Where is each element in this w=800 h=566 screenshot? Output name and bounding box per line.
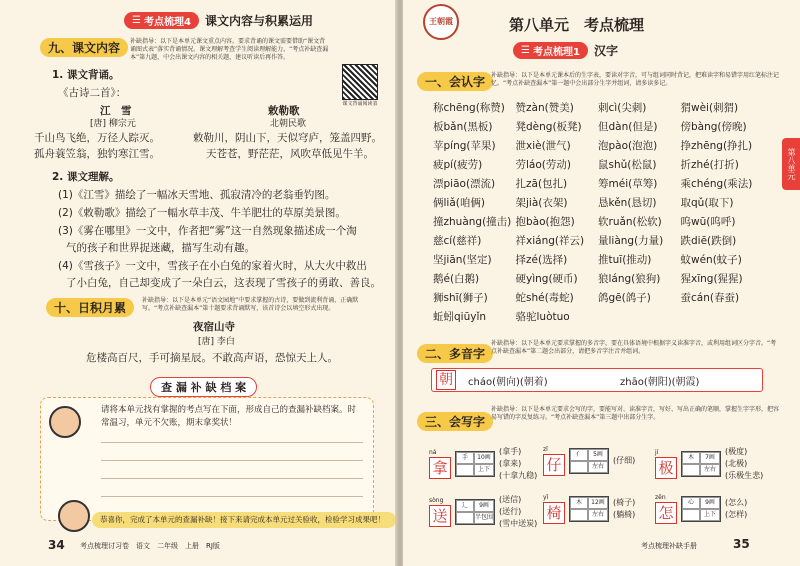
heading-understand: 2. 课文理解。 bbox=[52, 171, 120, 183]
poem3-author: [唐] 李白 bbox=[198, 337, 235, 347]
poems-intro: 《古诗二首》： bbox=[58, 87, 127, 99]
module-title: 课文内容与积累运用 bbox=[204, 14, 313, 28]
section-tag: 十、日积月累 bbox=[46, 298, 134, 317]
footer-text: 考点梳理讨习卷 语文 二年级 上册 RJ版 bbox=[80, 542, 220, 550]
polyphone-char: 朝 bbox=[436, 370, 456, 390]
list-icon: ☰ bbox=[132, 15, 141, 26]
table-row: 坚jiān(坚定) 择zé(选择) 推tuī(推动) 蚊wén(蚊子) bbox=[433, 254, 742, 266]
module-header-right bbox=[513, 42, 618, 59]
archive-instruction: 请将本单元找有掌握的考点写在下面，形成自己的查漏补缺档案。时常温习，单元不欠账，期末拿奖状！ bbox=[101, 405, 357, 428]
unit-side-tab[interactable]: 第八单元 bbox=[782, 138, 800, 190]
archive-title: 查 漏 补 缺 档 案 bbox=[150, 377, 257, 397]
understanding-item: (1)《江雪》描绘了一幅冰天雪地、孤寂清冷的老翁垂钓图。 bbox=[58, 189, 336, 201]
poem2-title: 敕勒歌 bbox=[268, 105, 300, 117]
write-char-item: yǐ 椅 木 12画 左右 (椅子) (躺椅) bbox=[543, 494, 636, 522]
understanding-item: 气的孩子和世界捉迷藏，描写生动有趣。 bbox=[66, 242, 255, 254]
table-row: 狮shī(狮子) 蛇shé(毒蛇) 鸽gē(鸽子) 蚕cán(春蚕) bbox=[433, 292, 740, 304]
section-tag: 九、课文内容 bbox=[40, 38, 128, 57]
poem2-author: 北朝民歌 bbox=[270, 119, 307, 129]
page-number: 34 bbox=[48, 538, 65, 552]
publisher-logo: 王朝霞 bbox=[423, 4, 459, 40]
section-2-header bbox=[417, 344, 493, 363]
table-row: 鹅é(白鹅) 硬yìng(硬币) 狼láng(狼狗) 猩xīng(猩猩) bbox=[433, 273, 743, 285]
polyphone-reading: cháo(朝向)(朝着) bbox=[468, 377, 548, 388]
writing-line[interactable] bbox=[101, 496, 363, 497]
module-pill: ☰ 考点梳理1 bbox=[513, 42, 588, 59]
section-tag: 三、会写字 bbox=[417, 412, 493, 431]
section-3-tip: 补缺指导：以下是本单元要求会写的字，要能写对、读准字音，写好、写出正确的笔顺，掌握生字字形，把容易写错的字反复练习。“考点补缺查漏本”第三题中出部分生字。 bbox=[491, 406, 780, 421]
polyphone-box bbox=[431, 368, 763, 392]
archive-box bbox=[40, 397, 374, 521]
table-row: 板bǎn(黑板) 凳dèng(板凳) 但dàn(但是) 傍bàng(傍晚) bbox=[433, 121, 747, 133]
section-tag: 一、会认字 bbox=[417, 72, 493, 91]
poem1-title: 江 雪 bbox=[100, 105, 132, 117]
section-9-tip: 补缺指导：以下是本单元课文重点内容。要求背诵的课文需要借助“课文背诵图式表”落实背诵情况。课文理解考查学生阅读理解能力，“考点补缺查漏本”第九题，中会出课文内容的相关题，建议听读后再作答。 bbox=[130, 38, 329, 61]
section-2-tip: 补缺指导：以下是本单元要求掌握的多音字，要在具体语境中根据字义读准字音，或利用组词区分字音。“考点补缺查漏本”第二题会出部分，请把多音字注音并组词。 bbox=[491, 340, 777, 355]
table-row: 俩liǎ(咱俩) 架jià(衣架) 恳kěn(恳切) 取qǔ(取下) bbox=[433, 197, 734, 209]
section-10-header bbox=[46, 298, 134, 317]
poem1-author: [唐] 柳宗元 bbox=[90, 119, 136, 129]
writing-line[interactable] bbox=[101, 460, 363, 461]
poem-line: 敕勒川，阴山下，天似穹庐，笼盖四野。 bbox=[193, 132, 382, 144]
heading-recite: 1. 课文背诵。 bbox=[52, 69, 120, 81]
qr-code[interactable] bbox=[342, 64, 378, 100]
understanding-item: (4)《雪孩子》一文中，雪孩子在小白兔的家着火时，从大火中救出 bbox=[58, 260, 367, 272]
poem3-line: 危楼高百尺，手可摘星辰。不敢高声语，恐惊天上人。 bbox=[86, 352, 338, 364]
footer-text: 考点梳理补缺手册 bbox=[641, 542, 697, 550]
write-char-item: zěn 怎 心 9画 上下 (怎么) (怎样) bbox=[655, 494, 748, 522]
page-number: 35 bbox=[733, 537, 750, 551]
table-row: 疲pí(疲劳) 劳láo(劳动) 鼠shǔ(松鼠) 折zhé(打折) bbox=[433, 159, 739, 171]
section-10-tip: 补缺指导：以下是本单元“语文园地”中要求掌握的古诗，要做到流利背诵、正确默写。“考点补缺查漏本”第十题要求背诵默写，该首诗会以填空形式出现。 bbox=[142, 297, 359, 312]
writing-line[interactable] bbox=[101, 478, 363, 479]
module-pill: ☰ 考点梳理4 bbox=[124, 12, 199, 29]
section-tag: 二、多音字 bbox=[417, 344, 493, 363]
section-1-tip: 补缺指导：以下是本单元课本后的生字表，要读对字音，可与组词同时背记，把难读字和易错字用红笔标注记忆。“考点补缺查漏本”第一题中会出部分生字并组词，请多读多记。 bbox=[491, 72, 780, 87]
module-title: 汉字 bbox=[593, 44, 618, 58]
table-row: 蚯蚓qiūyǐn 骆驼luòtuo bbox=[433, 311, 570, 323]
unit-title: 第八单元 考点梳理 bbox=[509, 16, 645, 34]
write-char-item: ná 拿 手 10画 上下 (拿手) (拿来) (十拿九稳) bbox=[429, 447, 538, 480]
poem-line: 千山鸟飞绝，万径人踪灭。 bbox=[34, 132, 160, 144]
girl-avatar-icon bbox=[58, 500, 90, 532]
write-char-item: sòng 送 辶 9画 半包围 (送信) (送行) (雪中送炭) bbox=[429, 495, 538, 528]
table-row: 称chēng(称赞) 赞zàn(赞美) 刺cì(尖刺) 猬wèi(刺猬) bbox=[433, 102, 739, 114]
section-3-header bbox=[417, 412, 493, 431]
section-9-header bbox=[40, 38, 128, 57]
understanding-item: (3)《雾在哪里》一文中，作者把“雾”这一自然现象描述成一个淘 bbox=[58, 225, 357, 237]
table-row: 慈cí(慈祥) 祥xiáng(祥云) 量liàng(力量) 跌diē(跌倒) bbox=[433, 235, 737, 247]
understanding-item: (2)《敕勒歌》描绘了一幅水草丰茂、牛羊肥壮的草原美景图。 bbox=[58, 207, 346, 219]
congrats-banner: 恭喜你，完成了本单元的查漏补缺！接下来请完成本单元过关验收，检验学习成果吧！ bbox=[92, 512, 396, 528]
writing-line[interactable] bbox=[101, 442, 363, 443]
poem-line: 孤舟蓑笠翁，独钓寒江雪。 bbox=[34, 148, 160, 160]
table-row: 苹píng(苹果) 泄xiè(泄气) 泡pào(泡泡) 挣zhēng(挣扎) bbox=[433, 140, 753, 152]
table-row: 漂piāo(漂流) 扎zā(包扎) 筹méi(草筹) 乘chéng(乘法) bbox=[433, 178, 753, 190]
left-page bbox=[0, 0, 397, 566]
table-row: 撞zhuàng(撞击) 抱bào(抱怨) 软ruǎn(松软) 呜wū(呜呼) bbox=[433, 216, 736, 228]
list-icon: ☰ bbox=[521, 45, 530, 56]
poem3-title: 夜宿山寺 bbox=[193, 321, 235, 333]
qr-caption: 课文背诵阅读表 bbox=[342, 101, 378, 107]
module-header-left bbox=[124, 12, 313, 29]
understanding-item: 了小白兔，自己却变成了一朵白云，这表现了雪孩子的勇敢、善良。 bbox=[66, 277, 381, 289]
section-1-header bbox=[417, 72, 493, 91]
polyphone-reading: zhāo(朝阳)(朝霞) bbox=[620, 377, 700, 388]
recognize-chars-table bbox=[433, 98, 763, 326]
write-char-item: jí 极 木 7画 左右 (极度) (北极) (乐极生悲) bbox=[655, 447, 764, 480]
write-char-item: zǐ 仔 亻 5画 左右 (仔细) bbox=[543, 446, 636, 474]
child-avatar-icon bbox=[49, 406, 81, 438]
right-page bbox=[403, 0, 800, 566]
poem-line: 天苍苍，野茫茫，风吹草低见牛羊。 bbox=[206, 148, 374, 160]
